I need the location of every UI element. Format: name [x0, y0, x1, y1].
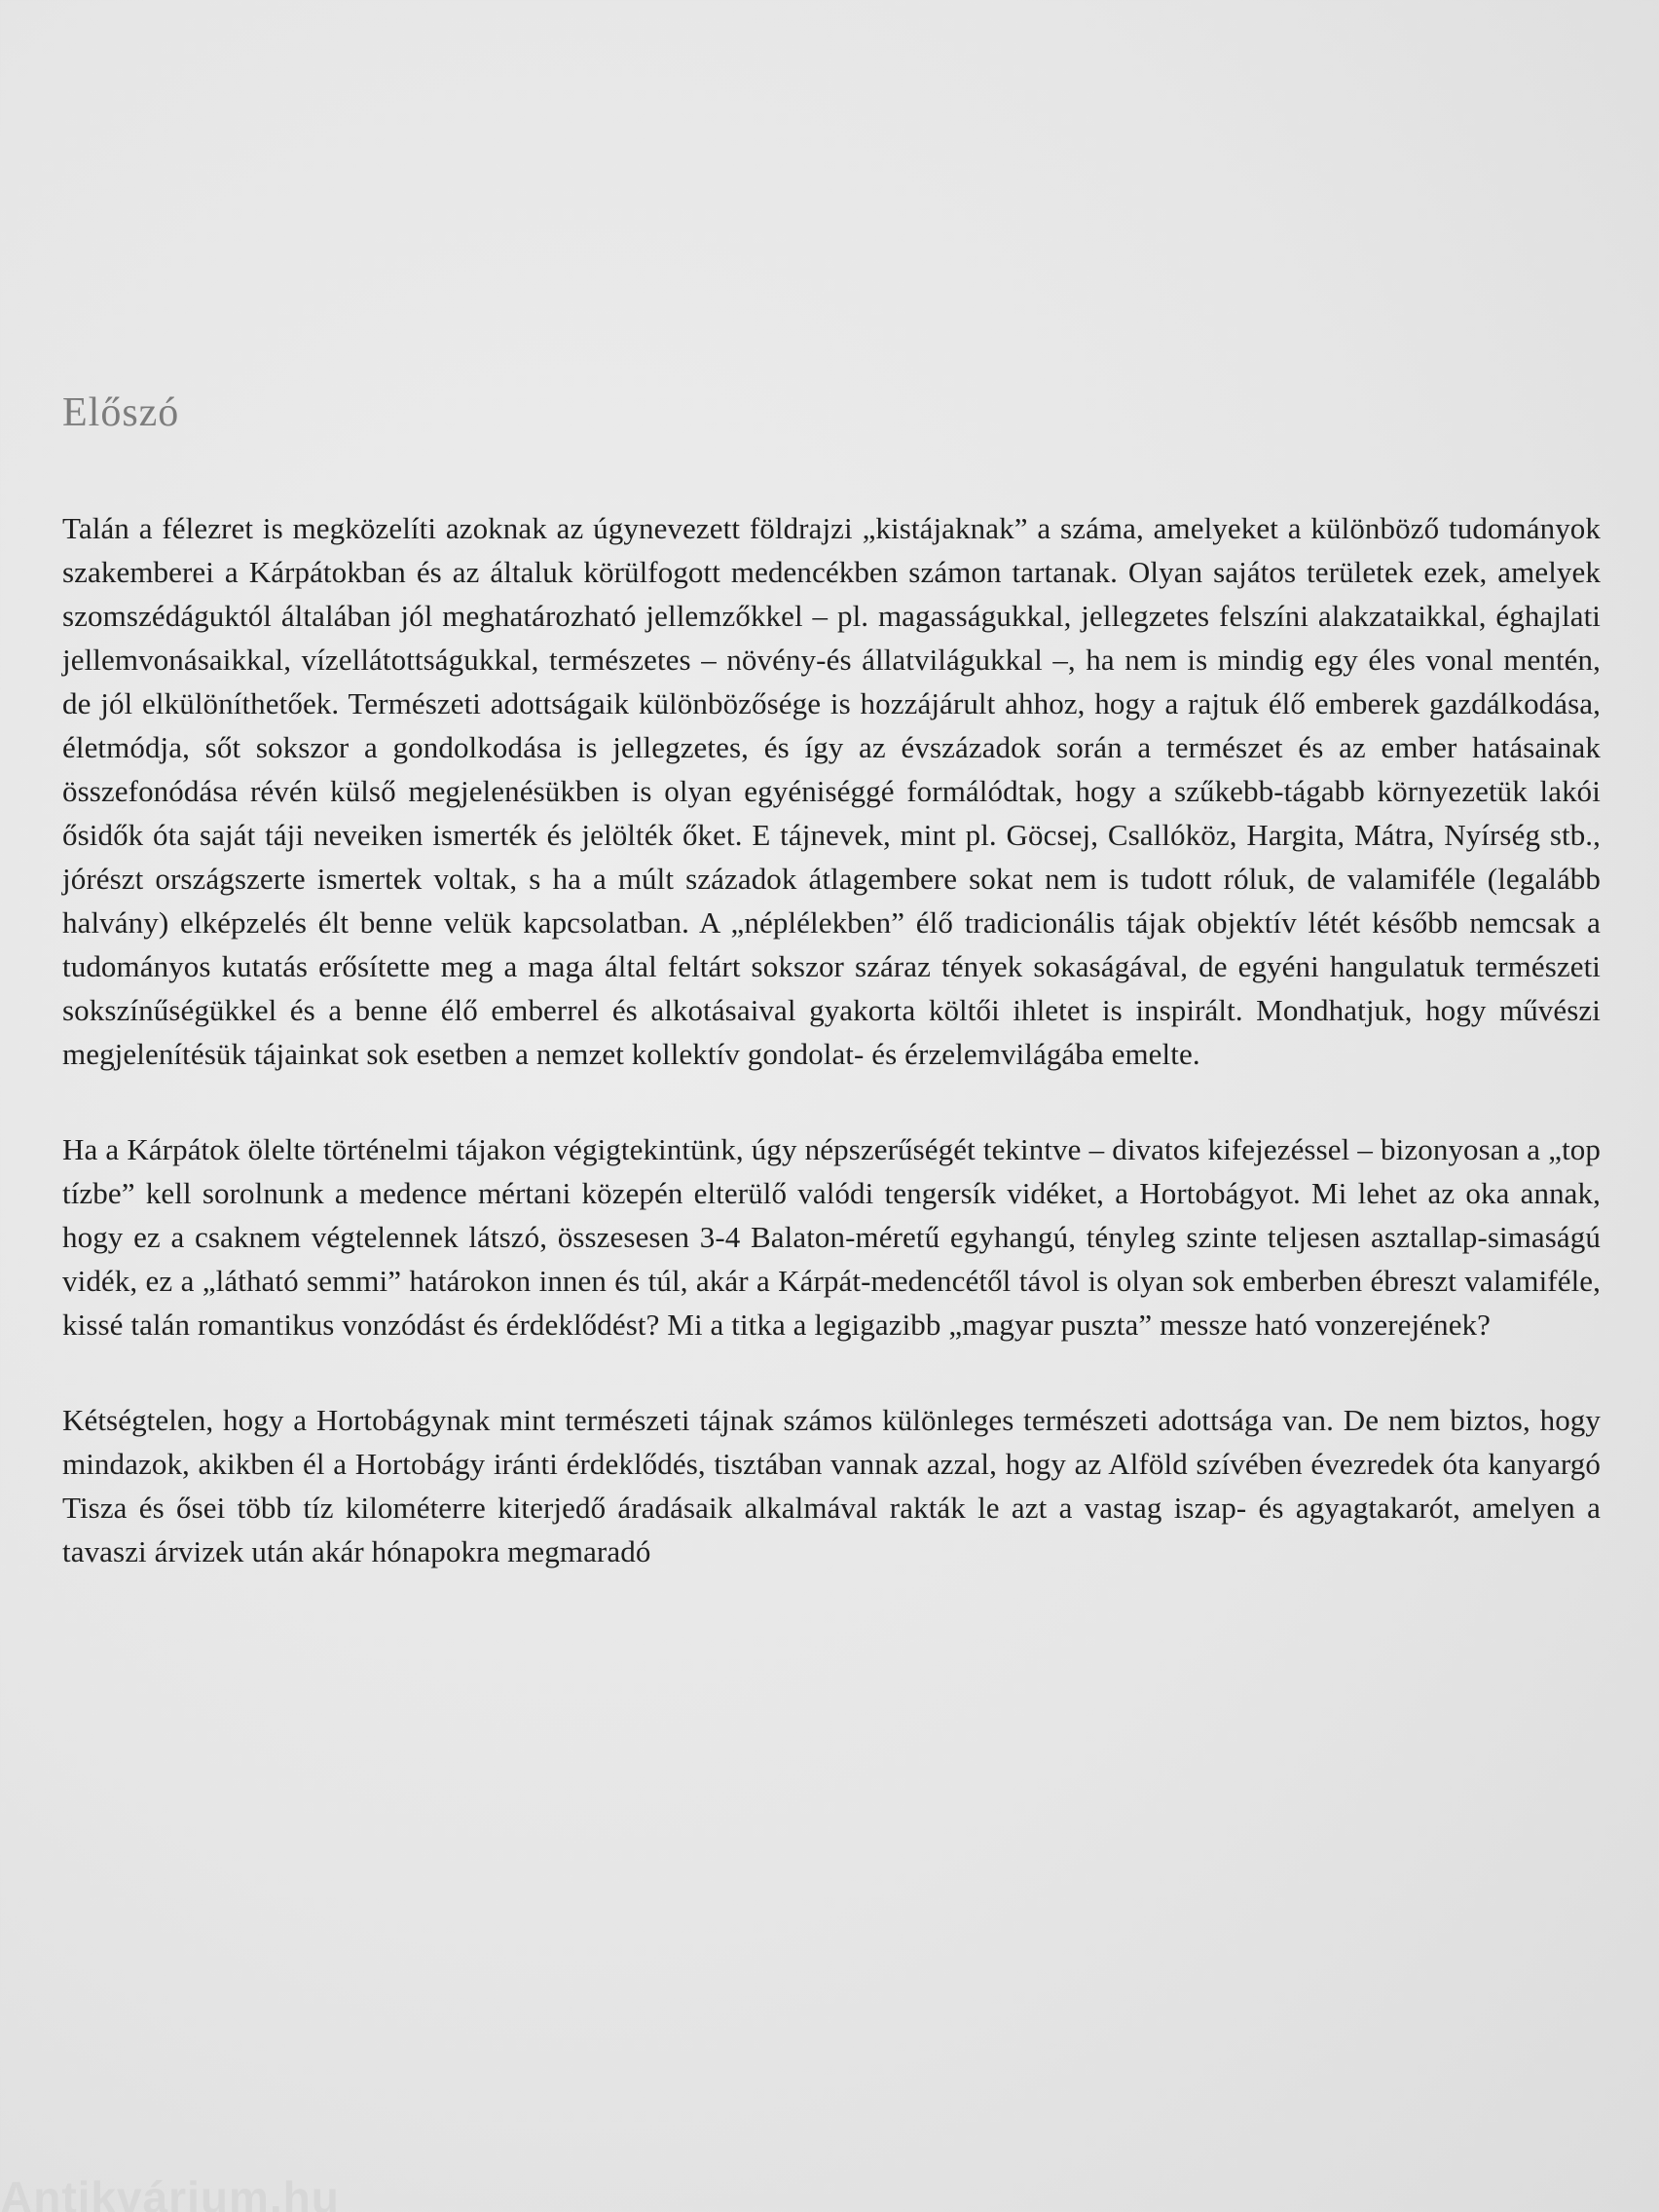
paragraph-3: Kétségtelen, hogy a Hortobágynak mint természeti tájnak számos különleges természeti adottsága van. De nem biztos, hogy mindazok, akikben él a Hortobágy iránti érdeklődés, tisztában vannak azzal, hogy az Alföld szívében évezredek óta kanyargó Tisza és ősei több tíz kilométerre kiterjedő áradásaik alkalmával rakták le azt a vastag iszap- és agyagtakarót, amelyen a tavaszi árvizek után akár hónapokra megmaradó [62, 1403, 1601, 1568]
document-heading: Előszó [62, 390, 180, 435]
document-page [62, 389, 1601, 1625]
watermark-text: Antikvárium.hu [0, 2172, 340, 2212]
paragraph-2: Ha a Kárpátok ölelte történelmi tájakon végigtekintünk, úgy népszerűségét tekintve – divatos kifejezéssel – bizonyosan a „top tízbe” kell sorolnunk a medence mértani közepén elterülő valódi tengersík vidéket, a Hortobágyot. Mi lehet az oka annak, hogy ez a csaknem végtelennek látszó, összesesen 3-4 Balaton-méretű egyhangú, tényleg szinte teljesen asztallap-simaságú vidék, ez a „látható semmi” határokon innen és túl, akár a Kárpát-medencétől távol is olyan sok emberben ébreszt valamiféle, kissé talán romantikus vonzódást és érdeklődést? Mi a titka a legigazibb „magyar puszta” messze ható vonzerejének? [62, 1132, 1601, 1342]
paragraph-1: Talán a félezret is megközelíti azoknak az úgynevezett földrajzi „kistájaknak” a száma, amelyeket a különböző tudományok szakemberei a Kárpátokban és az általuk körülfogott medencékben számon tartanak. Olyan sajátos területek ezek, amelyek szomszédáguktól általában jól meghatározható jellemzőkkel – pl. magasságukkal, jellegzetes felszíni alakzataikkal, éghajlati jellemvonásaikkal, vízellátottságukkal, természetes – növény-és állatvilágukkal –, ha nem is mindig egy éles vonal mentén, de jól elkülöníthetőek. Természeti adottságaik különbözősége is hozzájárult ahhoz, hogy a rajtuk élő emberek gazdálkodása, életmódja, sőt sokszor a gondolkodása is jellegzetes, és így az évszázadok során a természet és az ember hatásainak összefonódása révén külső megjelenésükben is olyan egyéniséggé formálódtak, hogy a szűkebb-tágabb környezetük lakói ősidők óta saját táji neveiken ismerték és jelölték őket. E tájnevek, mint pl. Göcsej, Csallóköz, Hargita, Mátra, Nyírség stb., jórészt országszerte ismertek voltak, s ha a múlt századok átlagembere sokat nem is tudott róluk, de valamiféle (legalább halvány) elképzelés élt benne velük kapcsolatban. A „néplélekben” élő tradicionális tájak objektív létét később nemcsak a tudományos kutatás erősítette meg a maga által feltárt sokszor száraz tények sokaságával, de egyéni hangulatuk természeti sokszínűségükkel és a benne élő emberrel és alkotásaival gyakorta költői ihletet is inspirált. Mondhatjuk, hogy művészi megjelenítésük tájainkat sok esetben a nemzet kollektív gondolat- és érzelemvilágába emelte. [62, 511, 1601, 1071]
